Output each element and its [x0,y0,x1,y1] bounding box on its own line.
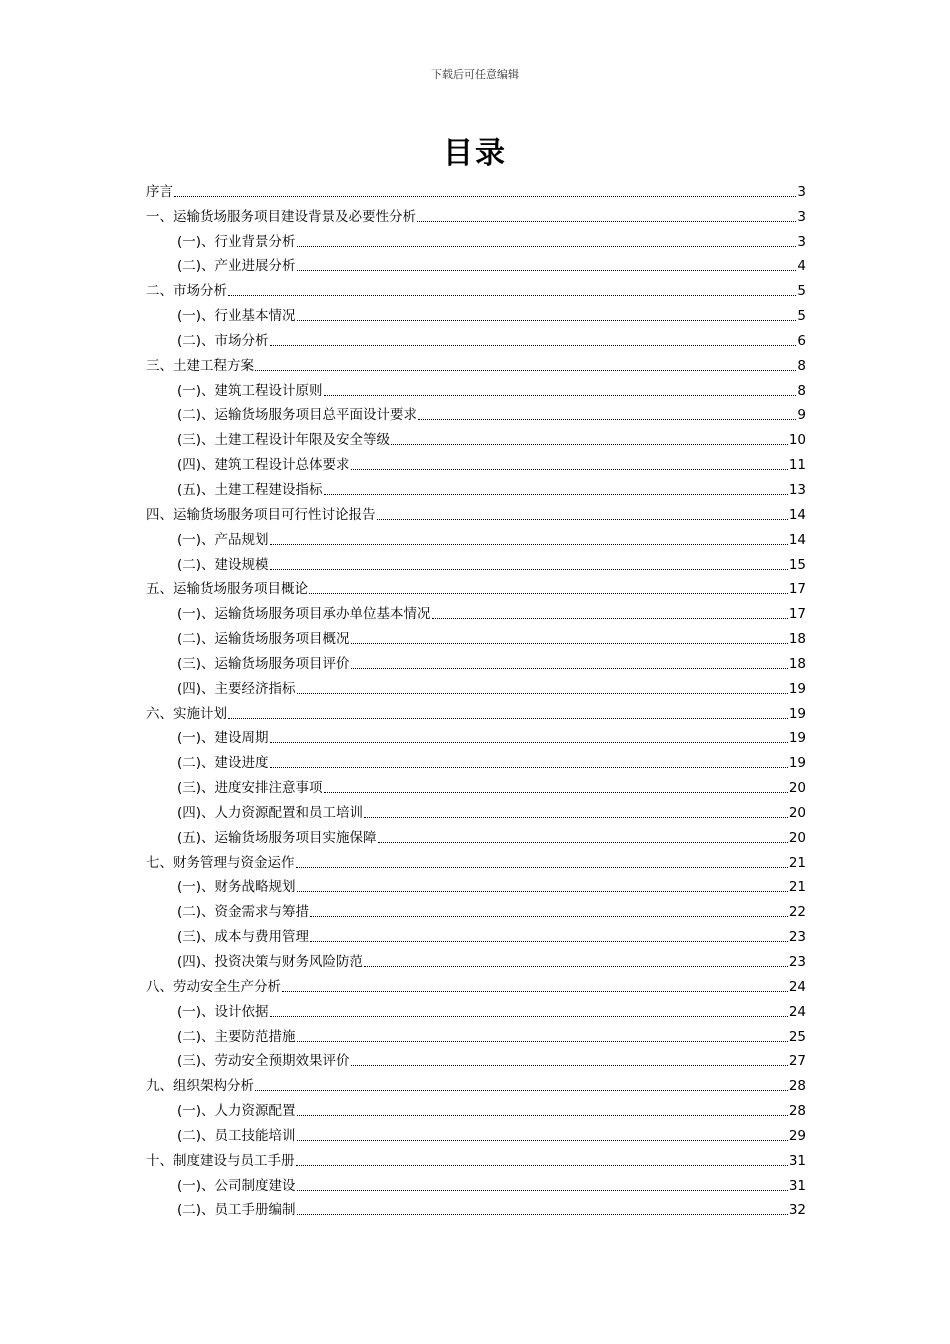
dot-leader [270,767,788,768]
toc-entry-page-number: 27 [788,1053,806,1070]
dot-leader [418,419,796,420]
toc-entry-label: (四)、人力资源配置和员工培训 [177,804,364,821]
toc-entry-page-number: 6 [797,332,806,349]
toc-entry-page-number: 23 [788,954,806,970]
toc-entry-page-number: 19 [788,730,806,747]
toc-entry-page-number: 20 [788,829,806,846]
dot-leader [309,593,788,594]
toc-entry-label: (四)、投资决策与财务风险防范 [177,954,364,970]
toc-entry-label: (五)、运输货场服务项目实施保障 [177,829,377,846]
dot-leader [297,1140,788,1141]
toc-entry-label: (二)、运输货场服务项目总平面设计要求 [177,407,418,424]
toc-entry[interactable] [146,598,806,623]
toc-entry-label: (二)、建设进度 [177,755,269,772]
dot-leader [351,668,788,669]
toc-entry-label: (二)、员工手册编制 [177,1202,296,1219]
dot-leader [297,1115,788,1116]
toc-entry[interactable] [146,400,806,425]
dot-leader [296,867,788,868]
toc-entry-page-number: 24 [788,978,806,995]
dot-leader [351,1065,788,1066]
dot-leader [270,345,797,346]
page-title: 目录 [443,136,507,171]
toc-entry[interactable] [146,375,806,400]
toc-entry[interactable] [146,623,806,648]
table-of-contents [146,176,806,1219]
dot-leader [351,469,788,470]
toc-entry[interactable] [146,673,806,698]
toc-entry[interactable] [146,797,806,822]
toc-entry-label: (一)、产品规划 [177,531,269,548]
toc-entry-label: (一)、运输货场服务项目承办单位基本情况 [177,606,431,623]
toc-entry[interactable] [146,971,806,996]
toc-entry[interactable] [146,1195,806,1220]
dot-leader [297,246,797,247]
toc-entry-page-number: 17 [788,581,806,598]
dot-leader [270,544,788,545]
toc-entry-label: 三、土建工程方案 [146,357,254,374]
toc-entry[interactable] [146,1170,806,1195]
dot-leader [255,1090,788,1091]
toc-entry-label: 六、实施计划 [146,705,227,722]
toc-entry-label: 八、劳动安全生产分析 [146,978,281,995]
dot-leader [297,1190,788,1191]
toc-entry-page-number: 21 [788,879,806,896]
toc-entry-label: (二)、主要防范措施 [177,1028,296,1045]
toc-entry-label: (五)、土建工程建设指标 [177,481,323,498]
toc-entry-page-number: 14 [788,506,806,523]
dot-leader [324,395,797,396]
dot-leader [297,693,788,694]
toc-entry-page-number: 24 [788,1003,806,1020]
toc-entry-label: 九、组织架构分析 [146,1078,254,1095]
toc-entry-page-number: 20 [788,804,806,821]
toc-entry-page-number: 31 [788,1152,806,1169]
dot-leader [417,221,796,222]
toc-entry[interactable] [146,201,806,226]
toc-entry-page-number: 11 [788,457,806,474]
toc-entry-page-number: 22 [788,904,806,921]
toc-entry[interactable] [146,747,806,772]
dot-leader [174,196,796,197]
toc-entry[interactable] [146,822,806,847]
toc-entry-page-number: 15 [788,556,806,573]
toc-entry[interactable] [146,549,806,574]
toc-entry-label: (二)、市场分析 [177,332,269,349]
toc-entry-page-number: 29 [788,1127,806,1144]
toc-entry[interactable] [146,872,806,897]
toc-entry-label: (二)、产业进展分析 [177,258,296,275]
toc-entry-label: (二)、资金需求与筹措 [177,904,310,921]
toc-entry[interactable] [146,300,806,325]
toc-entry-label: (一)、建筑工程设计原则 [177,382,323,399]
toc-entry-label: (三)、劳动安全预期效果评价 [177,1053,350,1070]
dot-leader [270,569,788,570]
toc-entry-page-number: 23 [788,929,806,946]
dot-leader [378,842,788,843]
dot-leader [324,792,788,793]
dot-leader [364,966,788,967]
toc-entry-label: (一)、财务战略规划 [177,879,296,896]
toc-entry[interactable] [146,524,806,549]
toc-entry-label: (一)、设计依据 [177,1003,269,1020]
toc-entry[interactable] [146,723,806,748]
toc-entry-label: (四)、建筑工程设计总体要求 [177,457,350,474]
dot-leader [297,1041,788,1042]
toc-entry[interactable] [146,350,806,375]
toc-entry[interactable] [146,648,806,673]
toc-entry-page-number: 3 [797,233,806,250]
dot-leader [297,320,797,321]
toc-entry-page-number: 28 [788,1103,806,1120]
toc-entry[interactable] [146,1046,806,1071]
toc-entry-label: (四)、主要经济指标 [177,680,296,697]
toc-entry[interactable] [146,275,806,300]
dot-leader [432,618,788,619]
dot-leader [310,916,788,917]
toc-entry-label: (二)、运输货场服务项目概况 [177,631,350,648]
toc-entry-page-number: 31 [788,1177,806,1194]
dot-leader [391,444,788,445]
toc-entry-page-number: 14 [788,531,806,548]
toc-entry-label: (一)、行业基本情况 [177,308,296,325]
toc-entry-page-number: 21 [788,854,806,871]
toc-entry-page-number: 8 [797,382,806,399]
toc-entry[interactable] [146,251,806,276]
toc-entry-page-number: 18 [788,631,806,648]
dot-leader [364,817,788,818]
toc-entry[interactable] [146,1095,806,1120]
toc-entry[interactable] [146,226,806,251]
toc-entry-label: 四、运输货场服务项目可行性讨论报告 [146,506,376,523]
toc-entry-page-number: 25 [788,1028,806,1045]
toc-entry-page-number: 3 [797,208,806,225]
toc-entry[interactable] [146,424,806,449]
dot-leader [297,891,788,892]
toc-entry[interactable] [146,1021,806,1046]
toc-entry-page-number: 4 [797,258,806,275]
toc-entry-label: 五、运输货场服务项目概论 [146,581,308,598]
toc-entry-page-number: 32 [788,1202,806,1219]
toc-entry[interactable] [146,921,806,946]
toc-entry[interactable] [146,996,806,1021]
toc-entry-page-number: 17 [788,606,806,623]
toc-entry-page-number: 10 [788,432,806,449]
toc-entry-label: 序言 [146,183,173,200]
toc-entry-label: (一)、行业背景分析 [177,233,296,250]
toc-entry[interactable] [146,499,806,524]
dot-leader [228,295,796,296]
toc-entry[interactable] [146,574,806,599]
toc-entry-page-number: 5 [797,308,806,325]
toc-entry[interactable] [146,449,806,474]
toc-entry-label: (一)、公司制度建设 [177,1177,296,1194]
dot-leader [297,1214,788,1215]
dot-leader [255,370,796,371]
toc-entry-page-number: 28 [788,1078,806,1095]
toc-entry-page-number: 5 [797,283,806,300]
toc-entry-label: 十、制度建设与员工手册 [146,1152,295,1169]
toc-entry-label: (二)、员工技能培训 [177,1127,296,1144]
dot-leader [228,718,788,719]
dot-leader [270,1016,788,1017]
toc-entry-label: 二、市场分析 [146,283,227,300]
header-note: 下载后可任意编辑 [431,68,519,81]
toc-entry-label: (二)、建设规模 [177,556,269,573]
toc-entry[interactable] [146,325,806,350]
dot-leader [282,991,788,992]
dot-leader [324,494,788,495]
toc-entry-page-number: 9 [797,407,806,424]
toc-entry-label: 七、财务管理与资金运作 [146,854,295,871]
toc-entry-label: (一)、人力资源配置 [177,1103,296,1120]
dot-leader [270,742,788,743]
toc-entry[interactable] [146,1070,806,1095]
dot-leader [377,519,788,520]
toc-entry-page-number: 19 [788,680,806,697]
dot-leader [310,941,788,942]
dot-leader [297,270,797,271]
toc-entry-page-number: 20 [788,780,806,797]
toc-entry[interactable] [146,1120,806,1145]
toc-entry-label: (三)、运输货场服务项目评价 [177,655,350,672]
dot-leader [351,643,788,644]
toc-entry[interactable] [146,772,806,797]
dot-leader [296,1165,788,1166]
toc-entry-label: 一、运输货场服务项目建设背景及必要性分析 [146,208,416,225]
toc-entry-label: (一)、建设周期 [177,730,269,747]
toc-entry-label: (三)、土建工程设计年限及安全等级 [177,432,391,449]
toc-entry[interactable] [146,176,806,201]
toc-entry-page-number: 19 [788,705,806,722]
toc-entry-page-number: 19 [788,755,806,772]
toc-entry-label: (三)、成本与费用管理 [177,929,310,946]
toc-entry-page-number: 8 [797,357,806,374]
toc-entry-page-number: 18 [788,655,806,672]
toc-entry-label: (三)、进度安排注意事项 [177,780,323,797]
toc-entry[interactable] [146,946,806,971]
toc-entry[interactable] [146,698,806,723]
toc-entry[interactable] [146,474,806,499]
toc-entry-page-number: 3 [797,183,806,200]
toc-entry[interactable] [146,896,806,921]
toc-entry[interactable] [146,847,806,872]
toc-entry[interactable] [146,1145,806,1170]
toc-entry-page-number: 13 [788,481,806,498]
